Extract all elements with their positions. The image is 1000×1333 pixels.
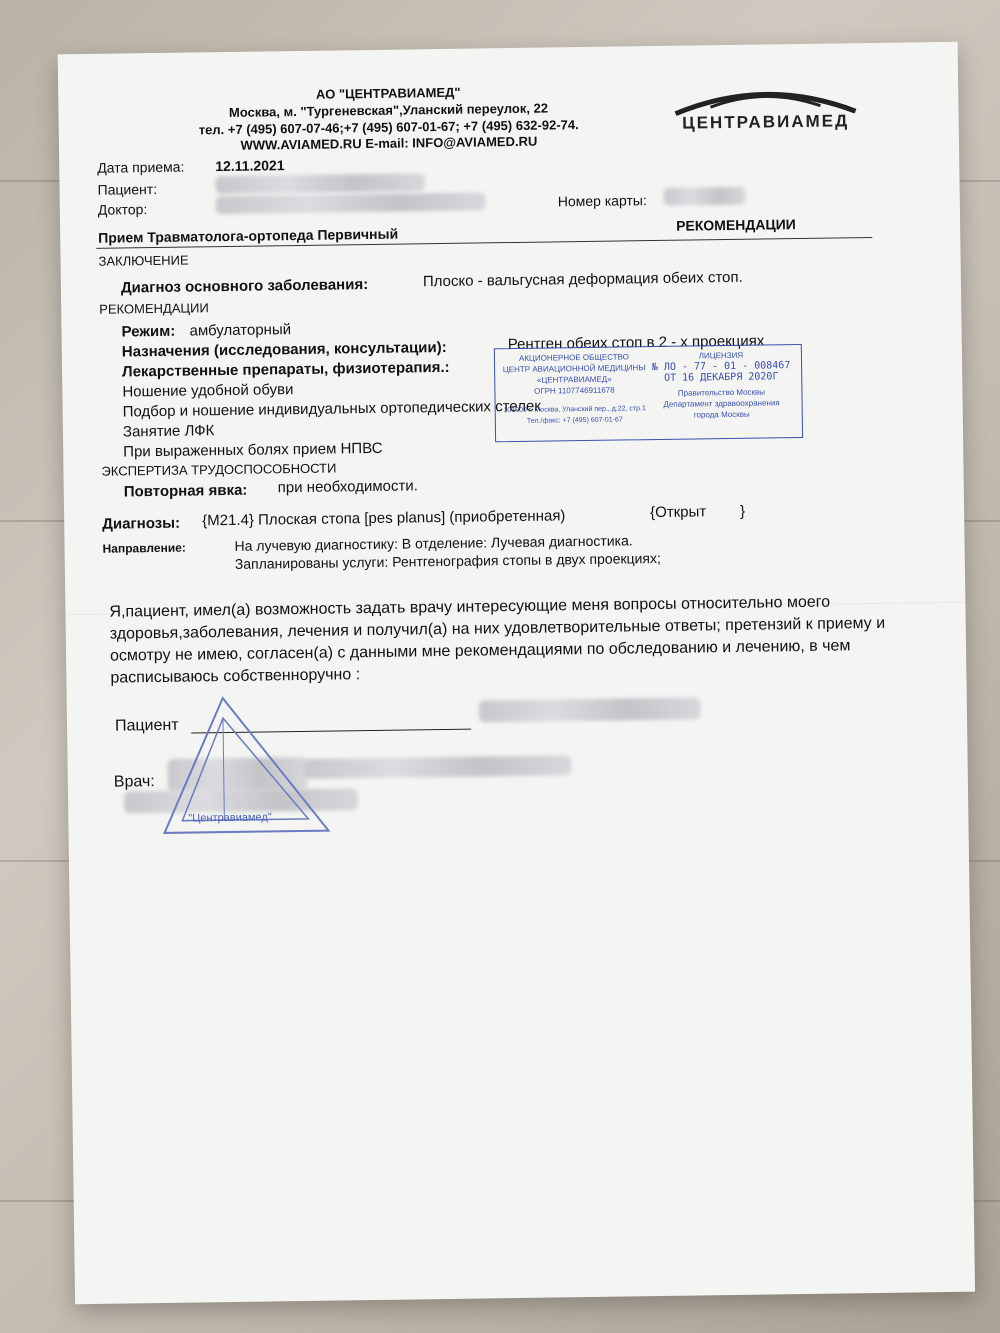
org-phones: тел. +7 (495) 607-07-46;+7 (495) 607-01-67; +7 (495) 632-92-74. (198, 117, 579, 138)
stamp-org-type: АКЦИОНЕРНОЕ ОБЩЕСТВО (518, 352, 629, 363)
recommendations-heading: РЕКОМЕНДАЦИИ (676, 216, 796, 234)
expertise-title: ЭКСПЕРТИЗА ТРУДОСПОСОБНОСТИ (101, 460, 337, 479)
appointments-label: Назначения (исследования, консультации): (121, 338, 447, 361)
recommendation-item: При выраженных болях прием НПВС (123, 439, 383, 461)
stamp-phone: Тел./факс: +7 (495) 607-01-67 (526, 416, 623, 425)
recommendation-item: Подбор и ношение индивидуальных ортопедических стелек (122, 397, 541, 421)
stamp-ogrn: ОГРН 1107746911678 (534, 385, 615, 396)
revisit-value: при необходимости. (277, 477, 418, 497)
visit-date-value: 12.11.2021 (215, 157, 285, 175)
org-address: Москва, м. "Тургеневская",Уланский переулок, 22 (228, 100, 549, 120)
redacted-card-number (664, 187, 746, 206)
redacted-doctor-name (216, 192, 486, 214)
diagnoses-value: {M21.4} Плоская стопа [pes planus] (приобретенная) (202, 507, 566, 530)
stamp-org-name: ЦЕНТР АВИАЦИОННОЙ МЕДИЦИНЫ (502, 363, 646, 375)
triangle-seal (157, 691, 339, 848)
stamp-issuer-1: Правительство Москвы (677, 387, 766, 398)
referral-line-2: Запланированы услуги: Рентгенография стопы в двух проекциях; (234, 549, 661, 572)
mode-label: Режим: (121, 322, 176, 341)
diagnoses-label: Диагнозы: (102, 514, 181, 533)
diagnoses-status-close: } (739, 502, 746, 520)
document-sheet (58, 42, 975, 1304)
company-logo (670, 83, 861, 166)
redacted-doctor-name-print (304, 755, 572, 779)
revisit-label: Повторная явка: (123, 481, 248, 501)
stamp-issuer-2: Департамент здравоохранения (663, 398, 780, 409)
logo-text: ЦЕНТРАВИАМЕД (682, 111, 850, 133)
doctor-label: Доктор: (97, 201, 148, 218)
stamp-license-title: ЛИЦЕНЗИЯ (698, 350, 744, 361)
stamp-license-number: № ЛО - 77 - 01 - 008467 (651, 360, 791, 374)
main-diagnosis-label: Диагноз основного заболевания: (120, 276, 369, 297)
drugs-label: Лекарственные препараты, физиотерапия.: (121, 358, 450, 381)
patient-label: Пациент: (97, 180, 158, 198)
seal-text: "Центравиамед" (188, 811, 272, 825)
stamp-license-date: ОТ 16 ДЕКАБРЯ 2020Г (663, 371, 779, 384)
stamp-address: 101000 г. Москва, Уланский пер., д.22, стр.1 (503, 405, 646, 415)
main-diagnosis-value: Плоско - вальгусная деформация обеих стоп. (422, 268, 743, 291)
redacted-patient-name (215, 173, 425, 194)
visit-date-label: Дата приема: (97, 158, 185, 176)
referral-label: Направление: (102, 540, 186, 556)
patient-signature-label: Пациент (114, 716, 179, 735)
visit-type: Прием Травматолога-ортопеда Первичный (98, 225, 399, 246)
recommendation-item: Занятие ЛФК (122, 422, 215, 441)
stamp-issuer-3: города Москвы (693, 409, 750, 420)
stamp-org-short: «ЦЕНТРАВИАМЕД» (536, 374, 612, 385)
license-stamp (494, 344, 803, 442)
doctor-signature-label: Врач: (113, 773, 155, 791)
org-web-email: WWW.AVIAMED.RU E-mail: INFO@AVIAMED.RU (240, 133, 538, 153)
redacted-patient-signature-name (479, 697, 701, 722)
appointments-value: Рентген обеих стоп в 2 - х проекциях (507, 332, 765, 354)
org-name: АО "ЦЕНТРАВИАМЕД" (315, 84, 461, 102)
mode-value: амбулаторный (189, 321, 292, 340)
card-number-label: Номер карты: (557, 192, 647, 210)
referral-line-1: На лучевую диагностику: В отделение: Лучевая диагностика. (234, 532, 633, 554)
recommendations-title: РЕКОМЕНДАЦИИ (99, 300, 209, 317)
conclusion-title: ЗАКЛЮЧЕНИЕ (98, 252, 189, 269)
recommendation-item: Ношение удобной обуви (122, 381, 294, 401)
patient-declaration: Я,пациент, имел(а) возможность задать врачу интересующие меня вопросы относительно моего здоровья,заболевания, лечения и получил(а) на них удовлетворительные ответы; претензий к приему и осмотру не имею, согласен(а) с данными мне рекомендациями по обследованию и лечению, в чем расписываюсь собственноручно : (109, 593, 886, 687)
diagnoses-status: {Открыт (650, 503, 707, 522)
